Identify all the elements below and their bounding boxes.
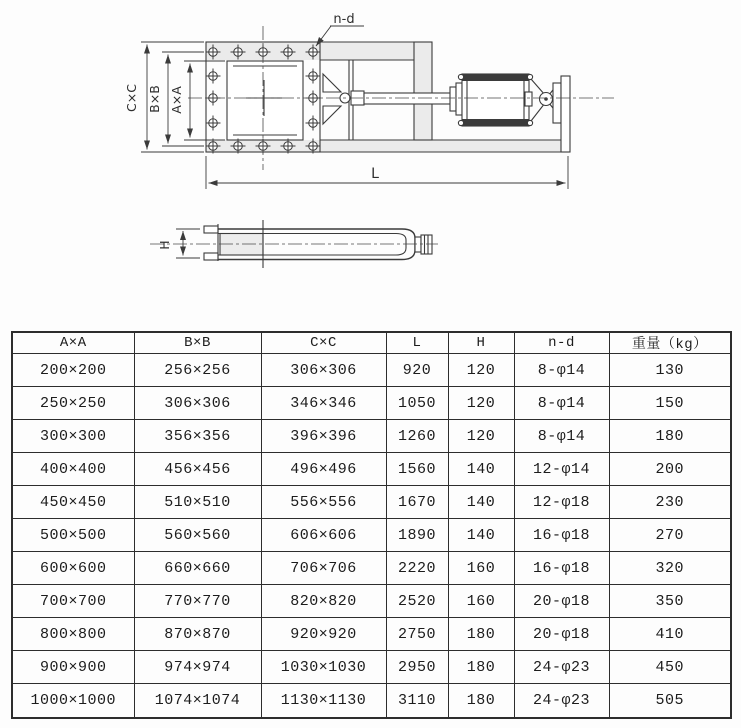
table-cell: 120	[448, 387, 514, 420]
table-cell: 8-φ14	[514, 387, 609, 420]
col-header-axa: A×A	[12, 332, 134, 354]
table-cell: 1260	[386, 420, 448, 453]
col-header-h: H	[448, 332, 514, 354]
side-view	[150, 220, 438, 268]
table-cell: 700×700	[12, 585, 134, 618]
table-cell: 180	[448, 651, 514, 684]
label-bolt-callout: n-d	[333, 12, 355, 27]
label-axa: A×A	[169, 86, 184, 114]
table-row	[12, 552, 731, 585]
table-cell: 556×556	[261, 486, 386, 519]
height-dimension	[176, 229, 200, 258]
table-cell: 1130×1130	[261, 684, 386, 718]
table-cell: 706×706	[261, 552, 386, 585]
table-cell: 920	[386, 354, 448, 387]
table-cell: 2220	[386, 552, 448, 585]
table-cell: 8-φ14	[514, 354, 609, 387]
table-cell: 2750	[386, 618, 448, 651]
table-cell: 800×800	[12, 618, 134, 651]
table-header-row	[12, 332, 731, 354]
table-cell: 2520	[386, 585, 448, 618]
table-cell: 560×560	[134, 519, 261, 552]
table-cell: 24-φ23	[514, 651, 609, 684]
table-cell: 320	[609, 552, 731, 585]
table-row	[12, 519, 731, 552]
table-cell: 660×660	[134, 552, 261, 585]
table-cell: 900×900	[12, 651, 134, 684]
table-cell: 500×500	[12, 519, 134, 552]
col-header-bxb: B×B	[134, 332, 261, 354]
table-cell: 24-φ23	[514, 684, 609, 718]
table-cell: 12-φ18	[514, 486, 609, 519]
table-cell: 1050	[386, 387, 448, 420]
table-cell: 256×256	[134, 354, 261, 387]
plan-view	[124, 12, 614, 189]
table-row	[12, 387, 731, 420]
label-cxc: C×C	[124, 84, 139, 112]
table-row	[12, 651, 731, 684]
dimension-table	[11, 331, 732, 719]
screw-shaft	[323, 60, 462, 140]
table-cell: 16-φ18	[514, 552, 609, 585]
label-bxb: B×B	[147, 85, 162, 113]
table-cell: 820×820	[261, 585, 386, 618]
table-cell: 180	[609, 420, 731, 453]
table-cell: 140	[448, 519, 514, 552]
technical-drawing	[0, 0, 741, 310]
table-cell: 230	[609, 486, 731, 519]
table-cell: 306×306	[134, 387, 261, 420]
table-cell: 160	[448, 585, 514, 618]
table-cell: 1890	[386, 519, 448, 552]
table-cell: 8-φ14	[514, 420, 609, 453]
table-cell: 496×496	[261, 453, 386, 486]
table-cell: 306×306	[261, 354, 386, 387]
col-header-cxc: C×C	[261, 332, 386, 354]
table-cell: 12-φ14	[514, 453, 609, 486]
table-cell: 505	[609, 684, 731, 718]
table-cell: 396×396	[261, 420, 386, 453]
table-row	[12, 684, 731, 718]
table-cell: 450	[609, 651, 731, 684]
table-cell: 150	[609, 387, 731, 420]
label-height: H	[157, 240, 172, 250]
table-cell: 180	[448, 618, 514, 651]
table-row	[12, 453, 731, 486]
table-cell: 356×356	[134, 420, 261, 453]
table-cell: 450×450	[12, 486, 134, 519]
table-cell: 606×606	[261, 519, 386, 552]
table-cell: 140	[448, 453, 514, 486]
table-cell: 20-φ18	[514, 618, 609, 651]
table-cell: 1560	[386, 453, 448, 486]
table-cell: 3110	[386, 684, 448, 718]
table-cell: 160	[448, 552, 514, 585]
label-length: L	[371, 166, 379, 182]
table-cell: 250×250	[12, 387, 134, 420]
col-header-weight: 重量（kg）	[609, 332, 731, 354]
table-cell: 200	[609, 453, 731, 486]
table-cell: 510×510	[134, 486, 261, 519]
table-cell: 120	[448, 420, 514, 453]
table-cell: 770×770	[134, 585, 261, 618]
table-cell: 270	[609, 519, 731, 552]
table-cell: 456×456	[134, 453, 261, 486]
table-cell: 200×200	[12, 354, 134, 387]
table-cell: 400×400	[12, 453, 134, 486]
table-cell: 1074×1074	[134, 684, 261, 718]
col-header-l: L	[386, 332, 448, 354]
table-body	[12, 354, 731, 719]
table-cell: 16-φ18	[514, 519, 609, 552]
table-cell: 2950	[386, 651, 448, 684]
actuator-cylinder	[458, 74, 532, 126]
table-row	[12, 618, 731, 651]
col-header-nd: n-d	[514, 332, 609, 354]
table-row	[12, 420, 731, 453]
table-cell: 1000×1000	[12, 684, 134, 718]
table-row	[12, 354, 731, 387]
table-row	[12, 486, 731, 519]
table-cell: 920×920	[261, 618, 386, 651]
table-row	[12, 585, 731, 618]
table-cell: 300×300	[12, 420, 134, 453]
table-cell: 20-φ18	[514, 585, 609, 618]
table-cell: 870×870	[134, 618, 261, 651]
table-cell: 130	[609, 354, 731, 387]
table-cell: 140	[448, 486, 514, 519]
table-cell: 180	[448, 684, 514, 718]
table-cell: 120	[448, 354, 514, 387]
table-cell: 974×974	[134, 651, 261, 684]
table-cell: 1030×1030	[261, 651, 386, 684]
table-cell: 1670	[386, 486, 448, 519]
table-cell: 600×600	[12, 552, 134, 585]
table-cell: 410	[609, 618, 731, 651]
table-cell: 346×346	[261, 387, 386, 420]
table-cell: 350	[609, 585, 731, 618]
